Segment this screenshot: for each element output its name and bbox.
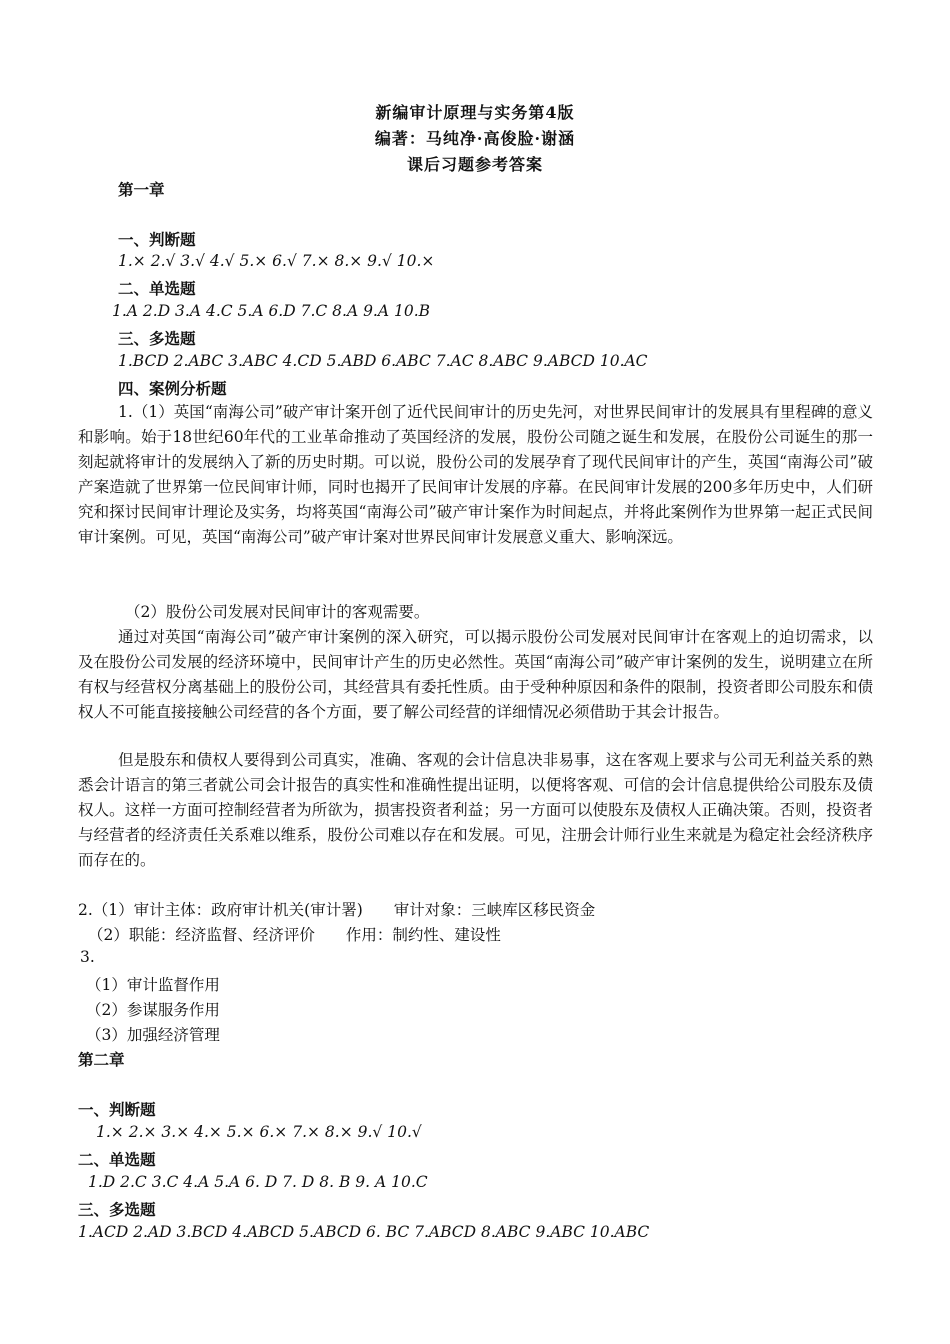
ch1-case-heading: 四、案例分析题 bbox=[118, 379, 227, 398]
case1-paragraph-2: （2）股份公司发展对民间审计的客观需要。 bbox=[125, 603, 430, 621]
case2-line-1: 2.（1）审计主体：政府审计机关(审计署) 审计对象：三峡库区移民资金 bbox=[78, 901, 596, 919]
ch2-judge-heading: 一、判断题 bbox=[78, 1100, 156, 1119]
chapter2-heading: 第二章 bbox=[78, 1050, 125, 1069]
case3-item: （2）参谋服务作用 bbox=[86, 1001, 220, 1019]
case1-paragraph-3: 通过对英国“南海公司”破产审计案例的深入研究，可以揭示股份公司发展对民间审计在客观上的迫切需求，以及在股份公司发展的经济环境中，民间审计产生的历史必然性。英国“南海公司”破产审计案例的发生，说明建立在所有权与经营权分离基础上的股份公司，其经营具有委托性质。由于受种种原因和条件的限制，投资者即公司股东和债权人不可能直接接触公司经营的各个方面，要了解公司经营的详细情况必须借助于其会计报告。 bbox=[78, 628, 873, 721]
ch1-single-heading: 二、单选题 bbox=[118, 279, 196, 298]
ch2-multi-heading: 三、多选题 bbox=[78, 1200, 156, 1219]
ch1-single-answers: 1.A 2.D 3.A 4.C 5.A 6.D 7.C 8.A 9.A 10.B bbox=[112, 302, 431, 320]
ch2-judge-answers: 1.× 2.× 3.× 4.× 5.× 6.× 7.× 8.× 9.√ 10.√ bbox=[96, 1123, 422, 1141]
document-title: 新编审计原理与实务第4版 bbox=[375, 103, 575, 122]
chapter1-heading: 第一章 bbox=[118, 180, 165, 199]
case1-paragraph-4: 但是股东和债权人要得到公司真实，准确、客观的会计信息决非易事，这在客观上要求与公司无利益关系的熟悉会计语言的第三者就公司会计报告的真实性和准确性提出证明，以便将客观、可信的会计信息提供给公司股东及债权人。这样一方面可控制经营者为所欲为，损害投资者利益；另一方面可以使股东及债权人正确决策。否则，投资者与经营者的经济责任关系难以维系，股份公司难以存在和发展。可见，注册会计师行业生来就是为稳定社会经济秩序而存在的。 bbox=[78, 751, 873, 869]
ch1-multi-heading: 三、多选题 bbox=[118, 329, 196, 348]
document-authors: 编著：马纯净·高俊脸·谢涵 bbox=[374, 129, 576, 148]
ch1-judge-heading: 一、判断题 bbox=[118, 230, 196, 249]
document-subtitle: 课后习题参考答案 bbox=[406, 155, 543, 174]
case2-line-2: （2）职能：经济监督、经济评价 作用：制约性、建设性 bbox=[88, 926, 501, 944]
ch2-single-heading: 二、单选题 bbox=[78, 1150, 156, 1169]
ch1-multi-answers: 1.BCD 2.ABC 3.ABC 4.CD 5.ABD 6.ABC 7.AC 8.ABC 9.ABCD 10.AC bbox=[118, 352, 648, 370]
ch2-single-answers: 1.D 2.C 3.C 4.A 5.A 6. D 7. D 8. B 9. A 10.C bbox=[88, 1173, 428, 1191]
ch2-multi-answers: 1.ACD 2.AD 3.BCD 4.ABCD 5.ABCD 6. BC 7.ABCD 8.ABC 9.ABC 10.ABC bbox=[78, 1223, 650, 1241]
case1-paragraph-1: 1.（1）英国“南海公司”破产审计案开创了近代民间审计的历史先河，对世界民间审计的发展具有里程碑的意义和影响。始于18世纪60年代的工业革命推动了英国经济的发展，股份公司随之诞生和发展，在股份公司诞生的那一刻起就将审计的发展纳入了新的历史时期。可以说，股份公司的发展孕育了现代民间审计的产生，英国“南海公司”破产案造就了世界第一位民间审计师，同时也揭开了民间审计发展的序幕。在民间审计发展的200多年历史中，人们研究和探讨民间审计理论及实务，均将英国“南海公司”破产审计案作为时间起点，并将此案例作为世界第一起正式民间审计案例。可见，英国“南海公司”破产审计案对世界民间审计发展意义重大、影响深远。 bbox=[78, 403, 873, 546]
case3-item: （1）审计监督作用 bbox=[86, 976, 220, 994]
ch1-judge-answers: 1.× 2.√ 3.√ 4.√ 5.× 6.√ 7.× 8.× 9.√ 10.× bbox=[118, 252, 435, 270]
case3-number: 3. bbox=[80, 948, 95, 966]
case3-item: （3）加强经济管理 bbox=[86, 1026, 220, 1044]
